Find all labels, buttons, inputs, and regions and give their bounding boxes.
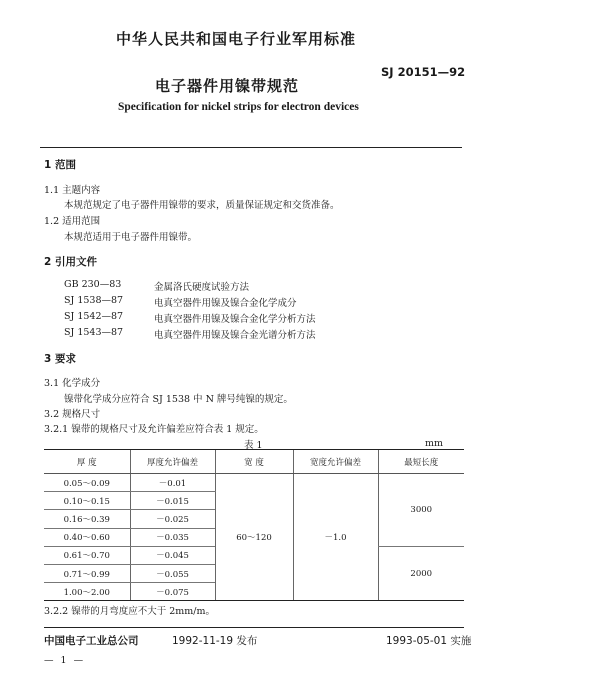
section-1-1-heading: 1.1 主题内容 (44, 185, 101, 196)
width-tolerance-cell: －1.0 (293, 474, 378, 601)
footer-issue-date: 1992-11-19 发布 (172, 635, 258, 647)
reference-code: SJ 1543—87 (64, 327, 124, 338)
thickness-tolerance-cell: －0.045 (130, 546, 215, 564)
section-3-2-heading: 3.2 规格尺寸 (44, 409, 101, 420)
min-length-cell: 2000 (378, 546, 464, 601)
header-thickness: 厚 度 (44, 450, 130, 474)
footer-rule (44, 627, 464, 628)
min-length-cell: 3000 (378, 474, 464, 547)
section-3-1-heading: 3.1 化学成分 (44, 378, 101, 389)
table-header-row (44, 450, 464, 474)
reference-title: 电真空器件用镍及镍合金化学分析方法 (154, 314, 316, 325)
page-number: — 1 — (44, 655, 86, 666)
width-cell: 60～120 (215, 474, 293, 601)
section-1-heading: 1 范围 (44, 159, 76, 171)
specification-table (44, 449, 464, 601)
section-2-heading: 2 引用文件 (44, 256, 97, 268)
header-thickness-tolerance: 厚度允许偏差 (130, 450, 215, 474)
reference-code: GB 230—83 (64, 279, 122, 290)
thickness-cell: 1.00～2.00 (44, 583, 130, 601)
section-3-2-1-text: 3.2.1 镍带的规格尺寸及允许偏差应符合表 1 规定。 (44, 424, 264, 435)
thickness-cell: 0.40～0.60 (44, 528, 130, 546)
reference-code: SJ 1542—87 (64, 311, 124, 322)
thickness-tolerance-cell: －0.035 (130, 528, 215, 546)
header-min-length: 最短长度 (378, 450, 464, 474)
section-3-heading: 3 要求 (44, 353, 76, 365)
thickness-tolerance-cell: －0.015 (130, 492, 215, 510)
table-caption: 表 1 (244, 440, 263, 451)
thickness-tolerance-cell: －0.055 (130, 564, 215, 582)
standard-code: SJ 20151—92 (381, 65, 466, 79)
reference-title: 金属洛氏硬度试验方法 (154, 282, 250, 293)
header-width-tolerance: 宽度允许偏差 (293, 450, 378, 474)
header-width: 宽 度 (215, 450, 293, 474)
thickness-cell: 0.16～0.39 (44, 510, 130, 528)
thickness-tolerance-cell: －0.025 (130, 510, 215, 528)
footer-issuer: 中国电子工业总公司 (44, 635, 139, 647)
table-row (44, 474, 464, 492)
section-3-1-text: 镍带化学成分应符合 SJ 1538 中 N 牌号纯镍的规定。 (64, 394, 293, 405)
section-1-2-heading: 1.2 适用范围 (44, 216, 101, 227)
thickness-cell: 0.10～0.15 (44, 492, 130, 510)
section-3-2-2-text: 3.2.2 镍带的月弯度应不大于 2mm/m。 (44, 606, 215, 617)
section-1-2-text: 本规范适用于电子器件用镍带。 (64, 232, 198, 243)
reference-title: 电真空器件用镍及镍合金光谱分析方法 (154, 330, 316, 341)
issuer-title: 中华人民共和国电子行业军用标准 (116, 30, 357, 48)
document-title: 电子器件用镍带规范 (155, 77, 300, 95)
section-1-1-text: 本规范规定了电子器件用镍带的要求，质量保证规定和交货准备。 (64, 200, 340, 211)
thickness-tolerance-cell: －0.01 (130, 474, 215, 492)
thickness-cell: 0.05～0.09 (44, 474, 130, 492)
thickness-cell: 0.61～0.70 (44, 546, 130, 564)
thickness-cell: 0.71～0.99 (44, 564, 130, 582)
english-title: Specification for nickel strips for electron devices (118, 101, 359, 113)
reference-title: 电真空器件用镍及镍合金化学成分 (154, 298, 297, 309)
reference-code: SJ 1538—87 (64, 295, 124, 306)
footer-effective-date: 1993-05-01 实施 (386, 635, 472, 647)
table-unit: mm (425, 438, 444, 449)
thickness-tolerance-cell: －0.075 (130, 583, 215, 601)
top-rule (40, 147, 462, 148)
